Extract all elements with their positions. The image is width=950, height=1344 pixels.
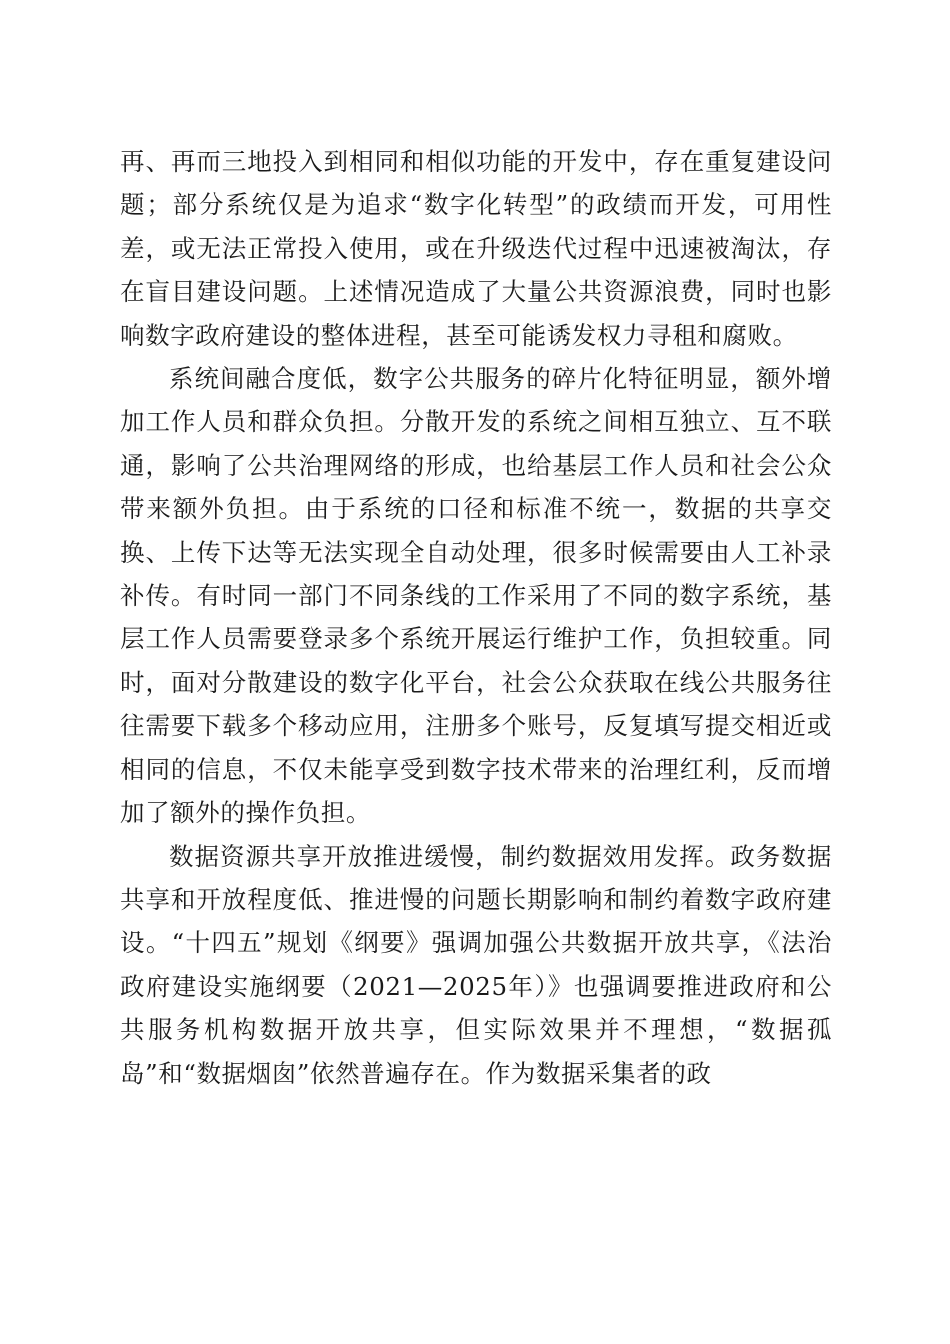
paragraph-data-sharing: 数据资源共享开放推进缓慢，制约数据效用发挥。政务数据共享和开放程度低、推进慢的问题长期影响和制约着数字政府建设。“十四五”规划《纲要》强调加强公共数据开放共享，《法治政府建设实施纲要（2021—2025年）》也强调要推进政府和公共服务机构数据开放共享，但实际效果并不理想，“数据孤岛”和“数据烟囱”依然普遍存在。作为数据采集者的政	[120, 841, 832, 1088]
paragraph-continuation: 再、再而三地投入到相同和相似功能的开发中，存在重复建设问题；部分系统仅是为追求“数字化转型”的政绩而开发，可用性差，或无法正常投入使用，或在升级迭代过程中迅速被淘汰，存在盲目建设问题。上述情况造成了大量公共资源浪费，同时也影响数字政府建设的整体进程，甚至可能诱发权力寻租和腐败。	[120, 147, 832, 350]
body-text	[120, 140, 832, 1095]
paragraph-system-integration: 系统间融合度低，数字公共服务的碎片化特征明显，额外增加工作人员和群众负担。分散开发的系统之间相互独立、互不联通，影响了公共治理网络的形成，也给基层工作人员和社会公众带来额外负担。由于系统的口径和标准不统一，数据的共享交换、上传下达等无法实现全自动处理，很多时候需要由人工补录补传。有时同一部门不同条线的工作采用了不同的数字系统，基层工作人员需要登录多个系统开展运行维护工作，负担较重。同时，面对分散建设的数字化平台，社会公众获取在线公共服务往往需要下载多个移动应用，注册多个账号，反复填写提交相近或相同的信息，不仅未能享受到数字技术带来的治理红利，反而增加了额外的操作负担。	[120, 364, 832, 828]
